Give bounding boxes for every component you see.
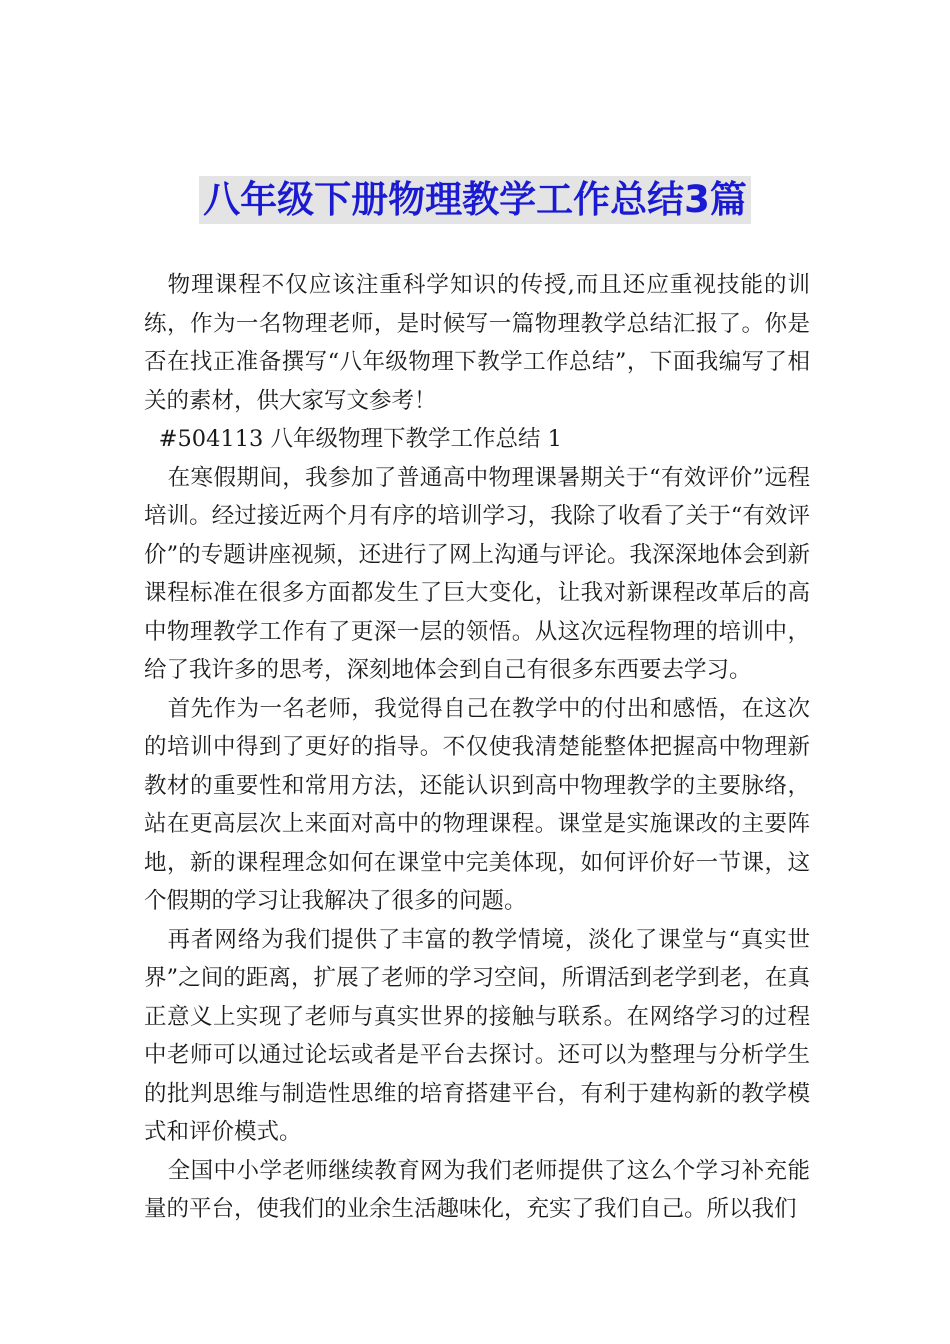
body-paragraph: 在寒假期间，我参加了普通高中物理课暑期关于“有效评价”远程培训。经过接近两个月有序的培训学习，我除了收看了关于“有效评价”的专题讲座视频，还进行了网上沟通与评论。我深深地体会到新课程标准在很多方面都发生了巨大变化，让我对新课程改革后的高中物理教学工作有了更深一层的领悟。从这次远程物理的培训中，给了我许多的思考，深刻地体会到自己有很多东西要去学习。: [144, 464, 810, 683]
body-paragraph: 再者网络为我们提供了丰富的教学情境，淡化了课堂与“真实世界”之间的距离，扩展了老师的学习空间，所谓活到老学到老，在真正意义上实现了老师与真实世界的接触与联系。在网络学习的过程中老师可以通过论坛或者是平台去探讨。还可以为整理与分析学生的批判思维与制造性思维的培育搭建平台，有利于建构新的教学模式和评价模式。: [144, 926, 810, 1145]
document-title: 八年级下册物理教学工作总结3篇: [199, 176, 751, 224]
section-heading: #504113 八年级物理下教学工作总结 1: [158, 426, 562, 452]
document-body: [144, 266, 810, 1229]
title-container: [0, 176, 950, 224]
body-paragraph: 首先作为一名老师，我觉得自己在教学中的付出和感悟，在这次的培训中得到了更好的指导。不仅使我清楚能整体把握高中物理新教材的重要性和常用方法，还能认识到高中物理教学的主要脉络，站在更高层次上来面对高中的物理课程。课堂是实施课改的主要阵地，新的课程理念如何在课堂中完美体现，如何评价好一节课，这个假期的学习让我解决了很多的问题。: [144, 695, 810, 914]
body-paragraph: 全国中小学老师继续教育网为我们老师提供了这么个学习补充能量的平台，使我们的业余生活趣味化，充实了我们自己。所以我们: [144, 1157, 810, 1222]
intro-paragraph: 物理课程不仅应该注重科学知识的传授,而且还应重视技能的训练，作为一名物理老师，是时候写一篇物理教学总结汇报了。你是否在找正准备撰写“八年级物理下教学工作总结”，下面我编写了相关的素材，供大家写文参考！: [144, 272, 810, 414]
